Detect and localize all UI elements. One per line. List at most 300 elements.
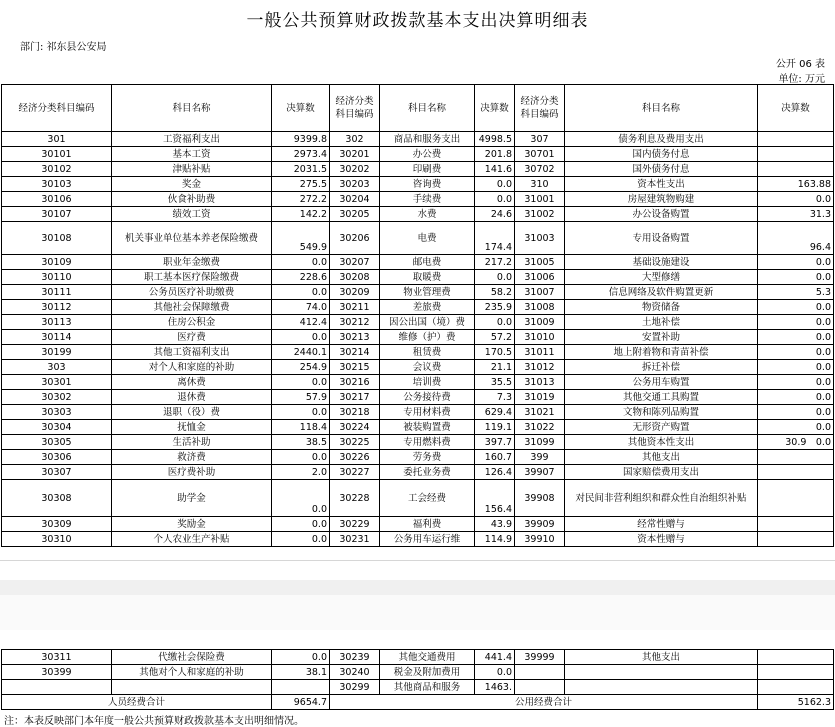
table-cell: 39908 (515, 480, 565, 517)
table-cell: 31007 (515, 285, 565, 300)
table-cell: 30303 (2, 405, 112, 420)
table-cell: 对个人和家庭的补助 (112, 360, 272, 375)
table-cell (272, 680, 330, 695)
table-cell: 31013 (515, 375, 565, 390)
table-cell: 医疗费补助 (112, 465, 272, 480)
table-cell: 培训费 (380, 375, 475, 390)
table-row (2, 315, 834, 330)
table-cell: 租赁费 (380, 345, 475, 360)
table-cell: 0.0 (758, 405, 834, 420)
table-cell: 30702 (515, 162, 565, 177)
table-cell: 国外债务付息 (565, 162, 758, 177)
table-cell: 0.0 (475, 665, 515, 680)
table-row (2, 360, 834, 375)
table-cell: 2.0 (272, 465, 330, 480)
department-label: 部门: 祁东县公安局 (20, 42, 107, 53)
table-cell: 549.9 (272, 222, 330, 255)
table-cell (565, 680, 758, 695)
table-cell: 福利费 (380, 517, 475, 532)
table-cell: 39999 (515, 650, 565, 665)
table-cell: 职工基本医疗保险缴费 (112, 270, 272, 285)
column-header: 科目名称 (380, 85, 475, 132)
table-cell: 税金及附加费用 (380, 665, 475, 680)
table-cell: 30213 (330, 330, 380, 345)
table-cell: 57.2 (475, 330, 515, 345)
table-cell: 30399 (2, 665, 112, 680)
table-cell: 机关事业单位基本养老保险缴费 (112, 222, 272, 255)
table-cell: 其他交通工具购置 (565, 390, 758, 405)
table-row (2, 162, 834, 177)
table-cell: 2973.4 (272, 147, 330, 162)
column-header: 经济分类科目编码 (2, 85, 112, 132)
table-cell: 0.0 (758, 300, 834, 315)
personnel-total-label: 人员经费合计 (2, 695, 272, 710)
table-cell: 地上附着物和青苗补偿 (565, 345, 758, 360)
table-cell: 因公出国（境）费 (380, 315, 475, 330)
table-row (2, 270, 834, 285)
table-cell: 绩效工资 (112, 207, 272, 222)
table-row (2, 517, 834, 532)
table-cell: 4998.5 (475, 132, 515, 147)
table-cell: 30110 (2, 270, 112, 285)
table-cell: 拆迁补偿 (565, 360, 758, 375)
table-cell: 228.6 (272, 270, 330, 285)
table-cell: 38.1 (272, 665, 330, 680)
table-cell: 资本性赠与 (565, 532, 758, 547)
table-cell: 邮电费 (380, 255, 475, 270)
table-cell: 0.0 (272, 650, 330, 665)
table-cell: 96.4 (758, 222, 834, 255)
table-cell: 30231 (330, 532, 380, 547)
table-cell: 其他交通费用 (380, 650, 475, 665)
table-cell: 土地补偿 (565, 315, 758, 330)
table-cell: 其他社会保障缴费 (112, 300, 272, 315)
table-cell (112, 680, 272, 695)
table-cell: 397.7 (475, 435, 515, 450)
table-cell: 30224 (330, 420, 380, 435)
table-cell: 30240 (330, 665, 380, 680)
column-header: 决算数 (272, 85, 330, 132)
table-cell (515, 680, 565, 695)
scroll-divider (0, 580, 835, 595)
table-row (2, 300, 834, 315)
table-cell: 维修（护）费 (380, 330, 475, 345)
table-cell (758, 650, 834, 665)
table-cell: 119.1 (475, 420, 515, 435)
table-row (2, 650, 834, 665)
table-row (2, 680, 834, 695)
table-cell: 30225 (330, 435, 380, 450)
table-cell: 30113 (2, 315, 112, 330)
table-row (2, 390, 834, 405)
table-cell: 公务员医疗补助缴费 (112, 285, 272, 300)
table-cell: 30216 (330, 375, 380, 390)
table-cell: 30199 (2, 345, 112, 360)
table-cell (565, 665, 758, 680)
table-cell (758, 465, 834, 480)
table-cell: 31003 (515, 222, 565, 255)
table-cell: 工会经费 (380, 480, 475, 517)
table-cell: 7.3 (475, 390, 515, 405)
table-cell: 无形资产购置 (565, 420, 758, 435)
table-cell: 退职（役）费 (112, 405, 272, 420)
column-header: 经济分类科目编码 (330, 85, 380, 132)
table-row (2, 330, 834, 345)
table-cell: 39909 (515, 517, 565, 532)
table-cell (758, 480, 834, 517)
table-cell: 30106 (2, 192, 112, 207)
table-cell: 31001 (515, 192, 565, 207)
table-cell: 31099 (515, 435, 565, 450)
table-row (2, 285, 834, 300)
table-cell: 30305 (2, 435, 112, 450)
table-cell: 30107 (2, 207, 112, 222)
table-cell: 303 (2, 360, 112, 375)
table-cell: 307 (515, 132, 565, 147)
table-row (2, 375, 834, 390)
table-cell: 31009 (515, 315, 565, 330)
table-cell: 30.9 0.0 (758, 435, 834, 450)
table-cell: 126.4 (475, 465, 515, 480)
table-cell: 174.4 (475, 222, 515, 255)
table-cell (2, 680, 112, 695)
table-cell: 31008 (515, 300, 565, 315)
table-cell: 30211 (330, 300, 380, 315)
table-cell (758, 665, 834, 680)
unit-label: 单位: 万元 (778, 74, 825, 85)
expense-table-continued (1, 649, 834, 710)
table-cell: 30202 (330, 162, 380, 177)
table-cell: 30228 (330, 480, 380, 517)
table-cell: 专用燃料费 (380, 435, 475, 450)
table-cell: 254.9 (272, 360, 330, 375)
table-cell: 0.0 (475, 315, 515, 330)
table-cell: 30701 (515, 147, 565, 162)
table-cell: 0.0 (475, 192, 515, 207)
table-cell: 生活补助 (112, 435, 272, 450)
table-cell: 债务利息及费用支出 (565, 132, 758, 147)
table-cell (758, 147, 834, 162)
table-cell: 其他商品和服务 (380, 680, 475, 695)
table-cell: 0.0 (758, 420, 834, 435)
table-cell: 其他支出 (565, 450, 758, 465)
table-cell: 310 (515, 177, 565, 192)
table-cell: 商品和服务支出 (380, 132, 475, 147)
table-cell: 文物和陈列品购置 (565, 405, 758, 420)
table-row (2, 405, 834, 420)
table-cell: 31005 (515, 255, 565, 270)
table-cell: 劳务费 (380, 450, 475, 465)
table-cell: 30310 (2, 532, 112, 547)
table-cell: 118.4 (272, 420, 330, 435)
table-cell: 31006 (515, 270, 565, 285)
table-cell: 物业管理费 (380, 285, 475, 300)
table-cell: 272.2 (272, 192, 330, 207)
table-cell: 0.0 (272, 405, 330, 420)
table-cell: 21.1 (475, 360, 515, 375)
table-cell: 抚恤金 (112, 420, 272, 435)
public-total-value: 5162.3 (758, 695, 834, 710)
table-cell: 30205 (330, 207, 380, 222)
table-cell: 30203 (330, 177, 380, 192)
table-cell: 142.2 (272, 207, 330, 222)
table-cell: 0.0 (475, 270, 515, 285)
table-cell: 伙食补助费 (112, 192, 272, 207)
table-cell: 30103 (2, 177, 112, 192)
table-cell: 0.0 (758, 192, 834, 207)
table-cell: 30217 (330, 390, 380, 405)
table-cell: 房屋建筑物购建 (565, 192, 758, 207)
table-cell: 30215 (330, 360, 380, 375)
table-cell: 629.4 (475, 405, 515, 420)
table-cell: 办公设备购置 (565, 207, 758, 222)
table-cell: 30201 (330, 147, 380, 162)
table-cell (758, 680, 834, 695)
table-cell: 会议费 (380, 360, 475, 375)
table-row (2, 450, 834, 465)
table-cell: 住房公积金 (112, 315, 272, 330)
table-cell (758, 450, 834, 465)
table-cell: 安置补助 (565, 330, 758, 345)
sheet-gap (0, 595, 835, 631)
table-cell: 30102 (2, 162, 112, 177)
table-cell: 30309 (2, 517, 112, 532)
table-cell: 0.0 (272, 375, 330, 390)
table-cell: 30109 (2, 255, 112, 270)
table-cell: 差旅费 (380, 300, 475, 315)
table-cell: 取暖费 (380, 270, 475, 285)
table-cell: 其他支出 (565, 650, 758, 665)
table-cell: 301 (2, 132, 112, 147)
table-cell: 30209 (330, 285, 380, 300)
table-cell: 43.9 (475, 517, 515, 532)
table-cell: 30299 (330, 680, 380, 695)
table-cell: 救济费 (112, 450, 272, 465)
table-cell: 5.3 (758, 285, 834, 300)
table-cell: 1463. (475, 680, 515, 695)
table-cell: 30212 (330, 315, 380, 330)
table-cell: 0.0 (475, 177, 515, 192)
table-cell: 国家赔偿费用支出 (565, 465, 758, 480)
table-cell: 30306 (2, 450, 112, 465)
table-cell: 30239 (330, 650, 380, 665)
sheet-gap (0, 560, 835, 581)
table-row (2, 532, 834, 547)
sheet-gap (0, 630, 835, 649)
table-cell: 基本工资 (112, 147, 272, 162)
table-cell: 公务用车运行维 (380, 532, 475, 547)
table-row (2, 177, 834, 192)
table-cell: 35.5 (475, 375, 515, 390)
table-cell: 奖金 (112, 177, 272, 192)
table-cell: 58.2 (475, 285, 515, 300)
table-cell: 0.0 (272, 330, 330, 345)
table-cell: 30112 (2, 300, 112, 315)
table-cell: 0.0 (272, 532, 330, 547)
table-cell: 信息网络及软件购置更新 (565, 285, 758, 300)
table-cell: 38.5 (272, 435, 330, 450)
table-cell: 0.0 (758, 330, 834, 345)
table-row (2, 665, 834, 680)
table-cell: 咨询费 (380, 177, 475, 192)
table-cell: 30304 (2, 420, 112, 435)
table-row (2, 255, 834, 270)
table-cell: 0.0 (272, 285, 330, 300)
table-cell: 31012 (515, 360, 565, 375)
table-cell: 0.0 (758, 390, 834, 405)
table-cell: 30301 (2, 375, 112, 390)
table-cell: 30214 (330, 345, 380, 360)
table-cell: 235.9 (475, 300, 515, 315)
page-title: 一般公共预算财政拨款基本支出决算明细表 (246, 11, 589, 31)
table-cell: 163.88 (758, 177, 834, 192)
table-cell: 30208 (330, 270, 380, 285)
table-cell: 0.0 (272, 517, 330, 532)
table-cell: 30229 (330, 517, 380, 532)
table-code: 公开 06 表 (775, 59, 825, 70)
table-row (2, 222, 834, 255)
table-cell: 津贴补贴 (112, 162, 272, 177)
table-cell: 30207 (330, 255, 380, 270)
table-cell: 441.4 (475, 650, 515, 665)
table-cell: 0.0 (758, 345, 834, 360)
table-cell: 9399.8 (272, 132, 330, 147)
table-cell: 0.0 (758, 270, 834, 285)
table-cell: 30204 (330, 192, 380, 207)
table-cell: 公务用车购置 (565, 375, 758, 390)
footnote: 注：本表反映部门本年度一般公共预算财政拨款基本支出明细情况。 (4, 716, 304, 727)
table-cell: 74.0 (272, 300, 330, 315)
public-total-label: 公用经费合计 (330, 695, 758, 710)
table-cell: 141.6 (475, 162, 515, 177)
table-cell: 24.6 (475, 207, 515, 222)
table-cell: 大型修缮 (565, 270, 758, 285)
table-cell: 30111 (2, 285, 112, 300)
table-cell: 0.0 (758, 360, 834, 375)
column-header: 科目名称 (565, 85, 758, 132)
table-cell: 助学金 (112, 480, 272, 517)
table-cell: 31021 (515, 405, 565, 420)
column-header: 科目名称 (112, 85, 272, 132)
table-cell: 离休费 (112, 375, 272, 390)
table-cell: 412.4 (272, 315, 330, 330)
totals-row (2, 695, 834, 710)
table-cell: 30218 (330, 405, 380, 420)
table-cell: 39907 (515, 465, 565, 480)
table-cell: 专用材料费 (380, 405, 475, 420)
table-cell: 57.9 (272, 390, 330, 405)
table-cell: 水费 (380, 207, 475, 222)
table-cell: 30311 (2, 650, 112, 665)
table-cell: 专用设备购置 (565, 222, 758, 255)
table-cell: 其他工资福利支出 (112, 345, 272, 360)
table-cell: 114.9 (475, 532, 515, 547)
table-cell: 30114 (2, 330, 112, 345)
table-row (2, 192, 834, 207)
table-cell: 基础设施建设 (565, 255, 758, 270)
table-cell: 电费 (380, 222, 475, 255)
table-cell: 30302 (2, 390, 112, 405)
table-cell: 物资储备 (565, 300, 758, 315)
table-cell: 资本性支出 (565, 177, 758, 192)
table-cell: 275.5 (272, 177, 330, 192)
table-cell: 对民间非营利组织和群众性自治组织补贴 (565, 480, 758, 517)
table-cell (758, 132, 834, 147)
table-cell: 31.3 (758, 207, 834, 222)
table-cell: 0.0 (758, 315, 834, 330)
table-cell: 个人农业生产补贴 (112, 532, 272, 547)
table-cell: 退休费 (112, 390, 272, 405)
table-cell: 0.0 (272, 480, 330, 517)
header-row (2, 85, 834, 132)
table-cell: 医疗费 (112, 330, 272, 345)
table-row (2, 420, 834, 435)
table-cell: 0.0 (758, 255, 834, 270)
table-cell: 0.0 (272, 255, 330, 270)
table-cell: 代缴社会保险费 (112, 650, 272, 665)
table-cell: 其他资本性支出 (565, 435, 758, 450)
table-cell: 30101 (2, 147, 112, 162)
table-cell: 0.0 (272, 450, 330, 465)
table-row (2, 465, 834, 480)
table-cell: 170.5 (475, 345, 515, 360)
table-cell: 160.7 (475, 450, 515, 465)
table-cell: 其他对个人和家庭的补助 (112, 665, 272, 680)
table-cell: 39910 (515, 532, 565, 547)
table-cell: 职业年金缴费 (112, 255, 272, 270)
table-cell: 399 (515, 450, 565, 465)
column-header: 决算数 (758, 85, 834, 132)
table-cell: 国内债务付息 (565, 147, 758, 162)
table-cell: 经常性赠与 (565, 517, 758, 532)
table-cell: 公务接待费 (380, 390, 475, 405)
column-header: 经济分类科目编码 (515, 85, 565, 132)
table-cell: 办公费 (380, 147, 475, 162)
table-cell: 31002 (515, 207, 565, 222)
table-cell: 工资福利支出 (112, 132, 272, 147)
table-row (2, 132, 834, 147)
table-cell: 30307 (2, 465, 112, 480)
table-cell: 31011 (515, 345, 565, 360)
table-cell: 30227 (330, 465, 380, 480)
table-cell: 31022 (515, 420, 565, 435)
table-cell: 0.0 (758, 375, 834, 390)
table-cell: 被装购置费 (380, 420, 475, 435)
table-row (2, 147, 834, 162)
table-row (2, 345, 834, 360)
table-cell: 2440.1 (272, 345, 330, 360)
table-cell: 30108 (2, 222, 112, 255)
table-cell (758, 517, 834, 532)
table-cell: 手续费 (380, 192, 475, 207)
table-cell: 2031.5 (272, 162, 330, 177)
personnel-total-value: 9654.7 (272, 695, 330, 710)
table-cell: 奖励金 (112, 517, 272, 532)
table-cell: 30308 (2, 480, 112, 517)
table-cell: 31010 (515, 330, 565, 345)
table-cell: 30226 (330, 450, 380, 465)
table-cell (758, 532, 834, 547)
table-cell: 30206 (330, 222, 380, 255)
table-cell (758, 162, 834, 177)
table-cell: 156.4 (475, 480, 515, 517)
table-cell: 217.2 (475, 255, 515, 270)
table-row (2, 435, 834, 450)
table-cell: 302 (330, 132, 380, 147)
table-row (2, 207, 834, 222)
table-cell: 委托业务费 (380, 465, 475, 480)
table-cell: 31019 (515, 390, 565, 405)
